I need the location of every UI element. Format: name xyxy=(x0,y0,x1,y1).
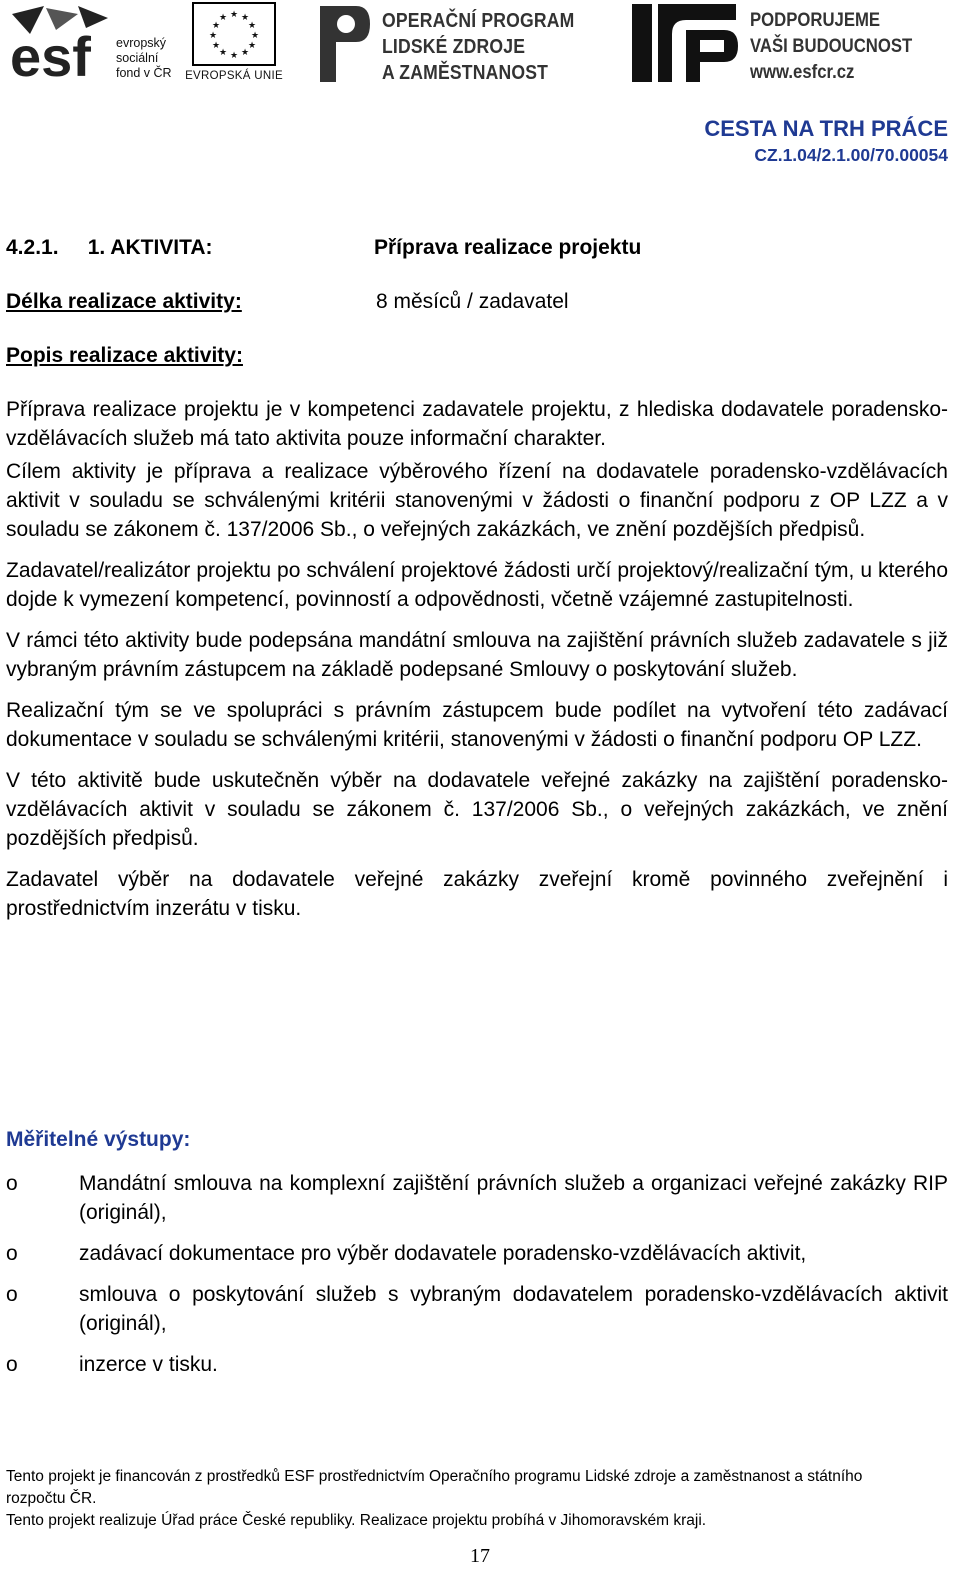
svg-text:★: ★ xyxy=(218,48,228,58)
page-footer xyxy=(6,1466,906,1532)
list-item-text: smlouva o poskytování služeb s vybraným dodavatelem poradensko-vzdělávacích aktivit (originál), xyxy=(79,1283,948,1335)
support-line: PODPORUJEME xyxy=(750,10,881,31)
paragraph: V rámci této aktivity bude podepsána mandátní smlouva na zajištění právních služeb zadavatele s již vybraným právním zástupcem na základě podepsané Smlouvy o poskytování služeb. xyxy=(6,629,948,681)
svg-text:★: ★ xyxy=(208,31,218,41)
list-item xyxy=(6,1169,948,1227)
list-item-text: zadávací dokumentace pro výběr dodavatele poradensko-vzdělávacích aktivit, xyxy=(79,1242,807,1265)
activity-number: 4.2.1. 1. AKTIVITA: xyxy=(6,236,213,259)
esf-logo-text: esf xyxy=(10,25,91,82)
esf-logo xyxy=(8,4,112,82)
paragraph: Příprava realizace projektu je v kompetenci zadavatele projektu, z hlediska dodavatele poradensko-vzdělávacích služeb má tato aktivita pouze informační charakter. xyxy=(6,398,948,450)
svg-text:★: ★ xyxy=(211,21,221,31)
paragraph: V této aktivitě bude uskutečněn výběr na dodavatele veřejné zakázky na zajištění poradensko-vzdělávacích aktivit v souladu se zákonem č. 137/2006 Sb., o veřejných zakázkách, ve znění pozdějších předpisů. xyxy=(6,769,948,850)
support-text xyxy=(750,8,912,86)
op-lzz-text xyxy=(382,8,575,86)
bullet: o xyxy=(6,1353,18,1376)
footer-funding-note: Tento projekt je financován z prostředků ESF prostřednictvím Operačního programu Lidské zdroje a zaměstnanost a státního rozpočtu ČR. xyxy=(6,1468,863,1507)
project-code: CZ.1.04/2.1.00/70.00054 xyxy=(754,145,948,165)
op-line: OPERAČNÍ PROGRAM xyxy=(382,10,575,32)
eu-label: EVROPSKÁ UNIE xyxy=(185,70,283,82)
svg-text:★: ★ xyxy=(229,10,239,20)
activity-name: Příprava realizace projektu xyxy=(374,236,642,259)
support-logo-icon xyxy=(626,0,744,86)
logo-banner xyxy=(0,0,960,92)
outputs-label: Měřitelné výstupy: xyxy=(6,1128,191,1151)
svg-text:★: ★ xyxy=(218,13,228,23)
paragraph: Zadavatel výběr na dodavatele veřejné zakázky zveřejní kromě povinného zveřejnění i prostřednictvím inzerátu v tisku. xyxy=(6,868,948,920)
support-url: www.esfcr.cz xyxy=(750,62,855,83)
list-item-text: Mandátní smlouva na komplexní zajištění právních služeb a organizaci veřejné zakázky RIP (originál), xyxy=(79,1172,948,1224)
paragraph: Realizační tým se ve spolupráci s právním zástupcem bude podílet na vytvoření této zadávací dokumentace v souladu se schválenými kritérii, stanovenými v žádosti o finanční podporu OP LZZ. xyxy=(6,699,948,751)
list-item xyxy=(6,1350,948,1379)
svg-text:★: ★ xyxy=(240,48,250,58)
esf-caption-line: sociální xyxy=(116,51,159,65)
svg-text:★: ★ xyxy=(250,31,260,41)
activity-description xyxy=(6,395,948,935)
page-number: 17 xyxy=(470,1545,490,1567)
outputs-list xyxy=(6,1169,948,1391)
svg-text:★: ★ xyxy=(211,41,221,51)
svg-text:★: ★ xyxy=(229,51,239,61)
list-item xyxy=(6,1239,948,1268)
duration-value: 8 měsíců / zadavatel xyxy=(376,290,569,313)
esf-caption-line: evropský xyxy=(116,36,167,50)
footer-implementer-note: Tento projekt realizuje Úřad práce České republiky. Realizace projektu probíhá v Jihomoravském kraji. xyxy=(6,1512,707,1529)
op-lzz-logo-icon xyxy=(316,2,374,84)
eu-logo xyxy=(184,2,284,88)
bullet: o xyxy=(6,1283,18,1306)
op-line: A ZAMĚSTNANOST xyxy=(382,62,549,84)
duration-label: Délka realizace aktivity: xyxy=(6,290,242,313)
eu-stars-icon xyxy=(194,4,274,64)
esf-caption xyxy=(116,36,172,81)
op-line: LIDSKÉ ZDROJE xyxy=(382,36,526,58)
description-label: Popis realizace aktivity: xyxy=(6,344,243,367)
bullet: o xyxy=(6,1172,18,1195)
paragraph: Zadavatel/realizátor projektu po schválení projektové žádosti určí projektový/realizační tým, u kterého dojde k vymezení kompetencí, povinností a odpovědnosti, včetně vzájemné zastupitelnosti. xyxy=(6,559,948,611)
bullet: o xyxy=(6,1242,18,1265)
eu-flag-icon xyxy=(192,2,276,66)
support-line: VAŠI BUDOUCNOST xyxy=(750,36,913,57)
list-item-text: inzerce v tisku. xyxy=(79,1353,218,1376)
list-item xyxy=(6,1280,948,1338)
paragraph: Cílem aktivity je příprava a realizace výběrového řízení na dodavatele poradensko-vzdělávacích aktivit v souladu se schválenými kritérii stanovenými v žádosti o finanční podporu z OP LZZ a v souladu se zákonem č. 137/2006 Sb., o veřejných zakázkách, ve znění pozdějších předpisů. xyxy=(6,460,948,541)
project-title: CESTA NA TRH PRÁCE xyxy=(704,116,948,141)
svg-text:★: ★ xyxy=(247,41,257,51)
svg-text:★: ★ xyxy=(247,21,257,31)
svg-text:★: ★ xyxy=(240,13,250,23)
esf-caption-line: fond v ČR xyxy=(116,66,172,80)
